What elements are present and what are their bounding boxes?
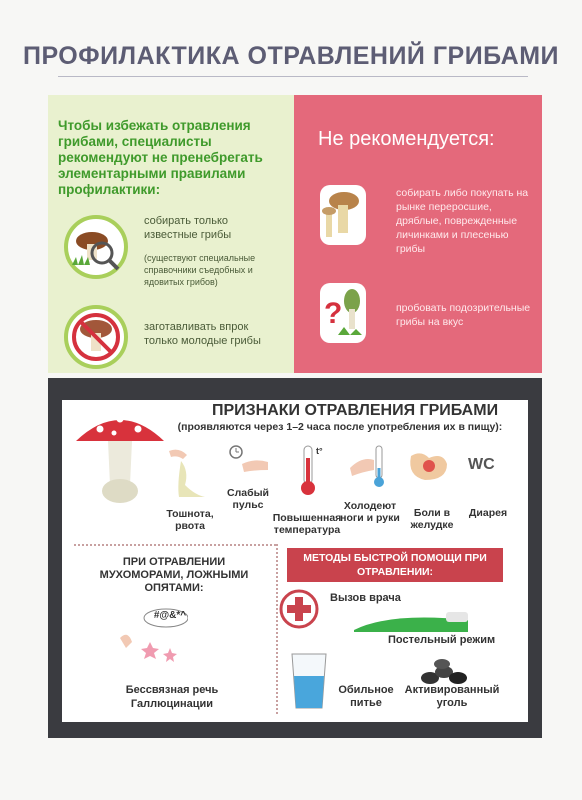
symptom-stomach-label: Боли в желудке xyxy=(410,507,454,531)
prevention-intro: Чтобы избежать отравления грибами, специалисты рекомендуют не пренебрегать элементарными правилами профилактики: xyxy=(58,118,263,197)
water-glass-icon xyxy=(288,650,330,712)
symptom-pulse-label: Слабый пульс xyxy=(227,487,269,511)
prevention-item-2-text: заготавливать впрок только молодые грибы xyxy=(144,321,261,347)
medical-cross-icon xyxy=(278,588,320,630)
charcoal-pills-icon xyxy=(414,658,474,686)
help-methods-title: МЕТОДЫ БЫСТРОЙ ПОМОЩИ ПРИ ОТРАВЛЕНИИ: xyxy=(303,552,487,578)
svg-text:?: ? xyxy=(324,297,343,330)
no-old-mushroom-icon xyxy=(64,305,128,369)
symptom-diarrhea-label: Диарея xyxy=(468,507,508,519)
symptom-fever-label: Повышенная температура xyxy=(272,512,342,536)
pulse-icon xyxy=(226,442,272,482)
stomach-icon xyxy=(403,446,453,486)
amanita-symptoms: Бессвязная речь Галлюцинации xyxy=(125,684,219,710)
wc-icon: WC xyxy=(468,456,495,473)
not-recommended-item-1-text: собирать либо покупать на рынке переросшие, дряблые, поврежденные личинками и плесенью грибы xyxy=(396,187,529,255)
bed-icon xyxy=(350,608,470,634)
help-bed-rest-label: Постельный режим xyxy=(388,634,496,646)
help-charcoal-label: Активированный уголь xyxy=(404,684,500,709)
overgrown-mushroom-icon xyxy=(320,185,366,245)
signs-subtitle: (проявляются через 1–2 часа после употребления их в пищу): xyxy=(177,421,503,433)
symptom-cold-label: Холодеют ноги и руки xyxy=(340,500,400,524)
question-mushroom-icon xyxy=(320,283,366,343)
amanita-section-title: ПРИ ОТРАВЛЕНИИ МУХОМОРАМИ, ЛОЖНЫМИ ОПЯТАМИ: xyxy=(99,556,249,594)
amanita-section-border xyxy=(74,544,276,546)
temperature-mark: t° xyxy=(316,446,323,456)
not-recommended-item-2-text: пробовать подозрительные грибы на вкус xyxy=(396,302,531,328)
amanita-icon xyxy=(70,405,170,510)
signs-title: ПРИЗНАКИ ОТРАВЛЕНИЯ ГРИБАМИ xyxy=(211,402,499,419)
page-title: ПРОФИЛАКТИКА ОТРАВЛЕНИЙ ГРИБАМИ xyxy=(22,42,560,70)
vomiting-icon xyxy=(165,445,213,503)
help-doctor-label: Вызов врача xyxy=(330,592,401,604)
gibberish-speech: #@&*^ xyxy=(153,610,187,621)
prevention-item-1-text: собирать только известные грибы xyxy=(144,215,232,241)
not-recommended-title: Не рекомендуется: xyxy=(318,128,495,150)
title-divider xyxy=(58,76,528,77)
help-drink-label: Обильное питье xyxy=(338,684,394,709)
cold-hand-icon xyxy=(348,442,390,492)
magnifier-mushroom-icon xyxy=(64,215,128,279)
symptom-nausea-label: Тошнота, рвота xyxy=(166,508,214,532)
prevention-item-1-note: (существуют специальные справочники съедобных и ядовитых грибов) xyxy=(144,253,256,287)
